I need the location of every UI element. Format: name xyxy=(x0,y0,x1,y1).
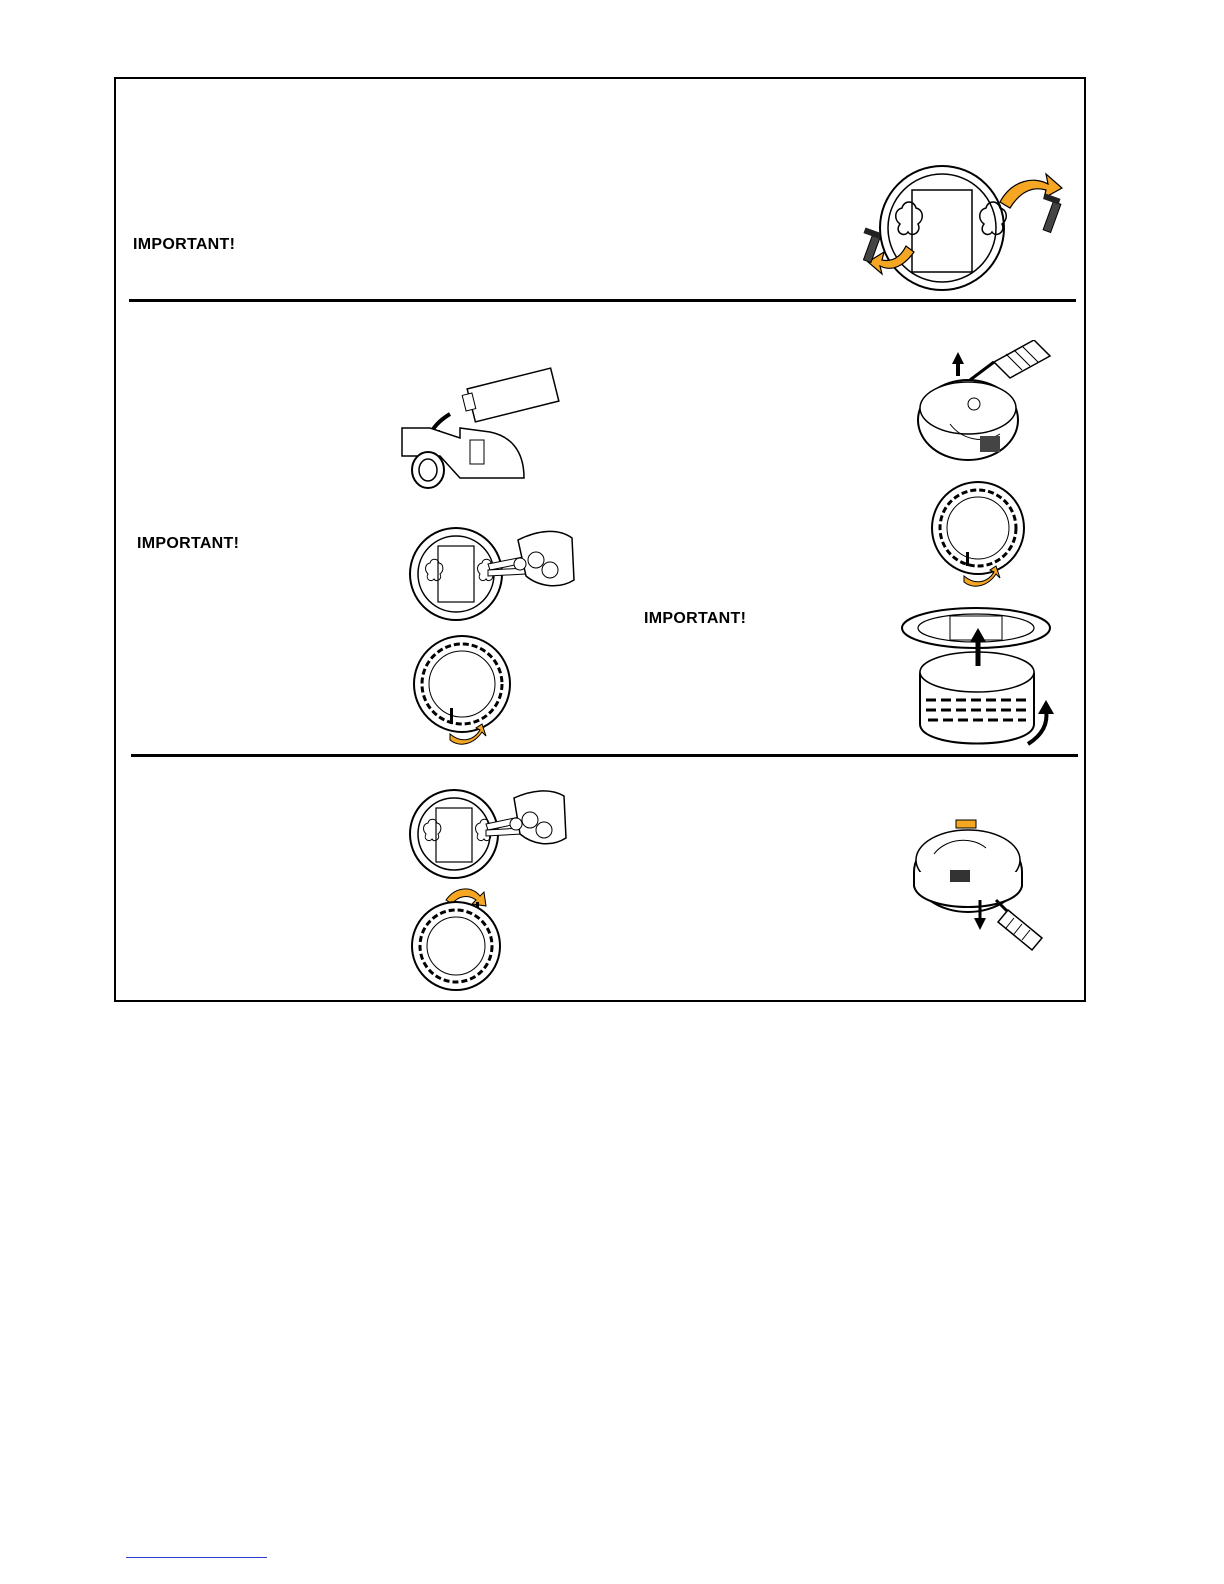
screwdriver-release-icon xyxy=(910,814,1056,954)
footer-link-underline[interactable] xyxy=(126,1557,267,1558)
ring-rotate-icon xyxy=(410,632,520,748)
important-notice-top: IMPORTANT! xyxy=(133,236,236,253)
section-divider-2 xyxy=(131,754,1078,757)
ring-rotate-icon xyxy=(410,880,506,996)
ring-rotate-icon xyxy=(928,478,1032,590)
pliers-on-bracket-icon xyxy=(408,520,580,626)
important-notice-left: IMPORTANT! xyxy=(137,535,240,552)
mounting-bracket-screws-icon xyxy=(852,162,1084,294)
important-notice-right: IMPORTANT! xyxy=(644,610,747,627)
battery-insert-icon xyxy=(400,366,580,494)
alarm-mount-twist-icon xyxy=(898,604,1060,750)
screwdriver-lift-icon xyxy=(914,340,1060,464)
section-divider-1 xyxy=(129,299,1076,302)
pliers-on-bracket-icon xyxy=(408,784,570,884)
